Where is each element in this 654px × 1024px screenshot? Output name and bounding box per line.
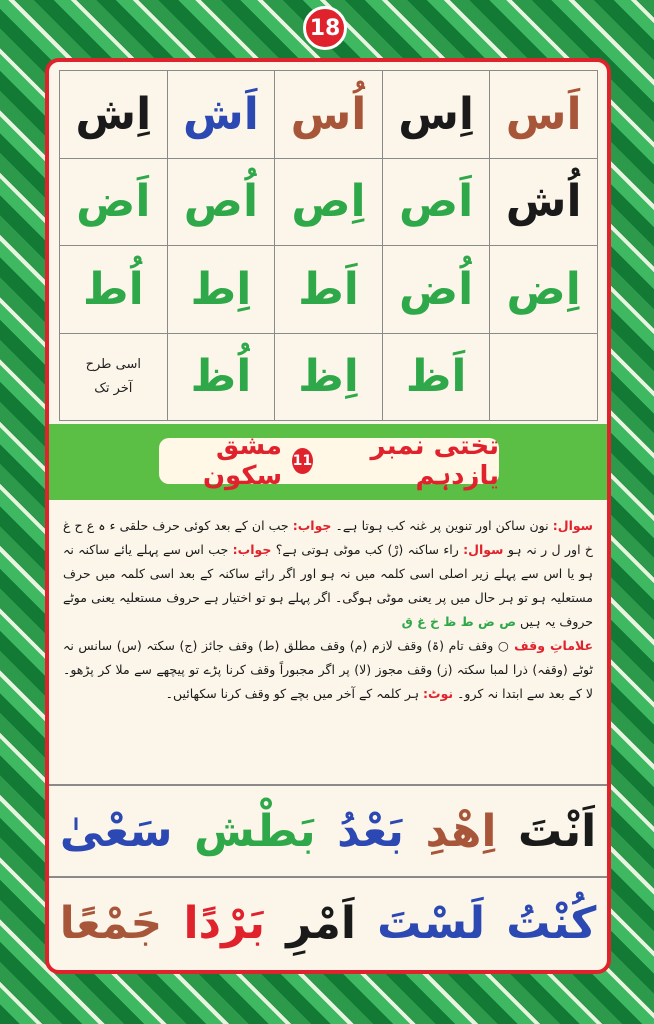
question-label: سوال:: [552, 518, 593, 533]
continue-note-line1: اسی طرح: [85, 357, 141, 373]
letter-cell: [490, 334, 598, 422]
practice-word: لَسْتَ: [377, 897, 486, 949]
divider-top: [49, 784, 607, 786]
practice-word: بَرْدًا: [183, 897, 266, 949]
instructions-text: [63, 514, 593, 776]
practice-word: اَنْتَ: [518, 805, 597, 857]
letter-cell: اَظ: [383, 334, 491, 422]
letter-cell: اِط: [168, 246, 276, 334]
question-label-2: سوال:: [463, 542, 504, 557]
continue-note-line2: آخر تک: [94, 380, 133, 396]
content-frame: [45, 58, 611, 974]
practice-row-2: [49, 880, 607, 966]
practice-word: جَمْعًا: [59, 897, 163, 949]
letter-cell: اُس: [275, 71, 383, 159]
letter-cell: اِش: [60, 71, 168, 159]
qa-paragraph: [63, 514, 593, 634]
letter-cell: اِص: [275, 159, 383, 247]
waqf-signs-text: ○ وقف تام (ۃ) وقف لازم (م) وقف مطلق (ط) وقف جائز (ج) سکتہ (س) سانس نہ ٹوٹے (وقفہ) ذرا لمبا سکتہ (ز) وقف مجوز (لا) پر اگر مجبوراً وقف کرنا پڑے تو پیچھے سے ملا کر پڑھو۔ لا کے بعد سے ابتدا نہ کرو۔: [63, 638, 593, 701]
letter-cell: اُط: [60, 246, 168, 334]
letter-cell: اَط: [275, 246, 383, 334]
note-label: نوٹ:: [423, 686, 454, 701]
continue-note: [60, 334, 168, 422]
practice-word: بَعْدُ: [337, 805, 404, 857]
practice-word: بَطْش: [194, 805, 316, 857]
letter-cell: اَص: [383, 159, 491, 247]
waqf-signs-label: علاماتِ وقف: [514, 638, 593, 653]
letter-cell: اُظ: [168, 334, 276, 422]
lesson-title-name: مشق سکون: [202, 431, 283, 491]
note-text: ہر کلمہ کے آخر میں بچے کو وقف کرنا سکھائیں۔: [165, 686, 420, 701]
letter-cell: اَس: [490, 71, 598, 159]
practice-word: كُنْتُ: [506, 897, 597, 949]
letter-grid: [59, 70, 598, 421]
letter-cell: اَض: [60, 159, 168, 247]
lesson-title: [159, 431, 499, 491]
lesson-title-number-text: تختی نمبر یازدہم: [370, 431, 499, 491]
page-number-badge: 18: [303, 6, 347, 50]
divider-middle: [49, 876, 607, 878]
answer-text-2: جب اس سے پہلے یائے ساکنہ نہ ہو یا اس سے پہلے زیر اصلی اسی کلمہ میں نہ ہو اور اگر رائے ساکنہ کے بعد اسی کلمہ میں حرف مستعلیہ ہو تو ہر حال میں پر یعنی موٹی ہوگی۔ اگر پہلے ہو تو اختیار ہے حروف مستعلیہ یعنی موٹے حروف یہ ہیں: [63, 542, 593, 629]
practice-word: سَعْیٰ: [59, 805, 173, 857]
letter-cell: اُش: [490, 159, 598, 247]
letter-cell: اَش: [168, 71, 276, 159]
answer-text: جب ان کے بعد کوئی حرف حلقی ء ہ ع ح غ خ اور ل ر نہ ہو: [63, 518, 594, 557]
answer-label: جواب:: [292, 518, 332, 533]
letter-cell: اُص: [168, 159, 276, 247]
letter-cell: اِس: [383, 71, 491, 159]
practice-word: اِھْدِ: [425, 805, 497, 857]
practice-row-1: [49, 788, 607, 874]
waqf-paragraph: [63, 634, 593, 706]
letter-cell: اِظ: [275, 334, 383, 422]
answer-label-2: جواب:: [232, 542, 272, 557]
letter-cell: اُض: [383, 246, 491, 334]
lesson-banner: [49, 424, 607, 500]
lesson-number: 11: [292, 448, 313, 474]
question-text-2: راء ساکنہ (رْ) کب موٹی ہوتی ہے؟: [275, 542, 459, 557]
mustaliya-letters: ص ض ط ظ خ غ ق: [401, 614, 517, 629]
letter-cell: اِض: [490, 246, 598, 334]
question-text: نون ساکن اور تنوین پر غنہ کب ہوتا ہے۔: [335, 518, 549, 533]
practice-word: اَمْرِ: [286, 897, 356, 949]
